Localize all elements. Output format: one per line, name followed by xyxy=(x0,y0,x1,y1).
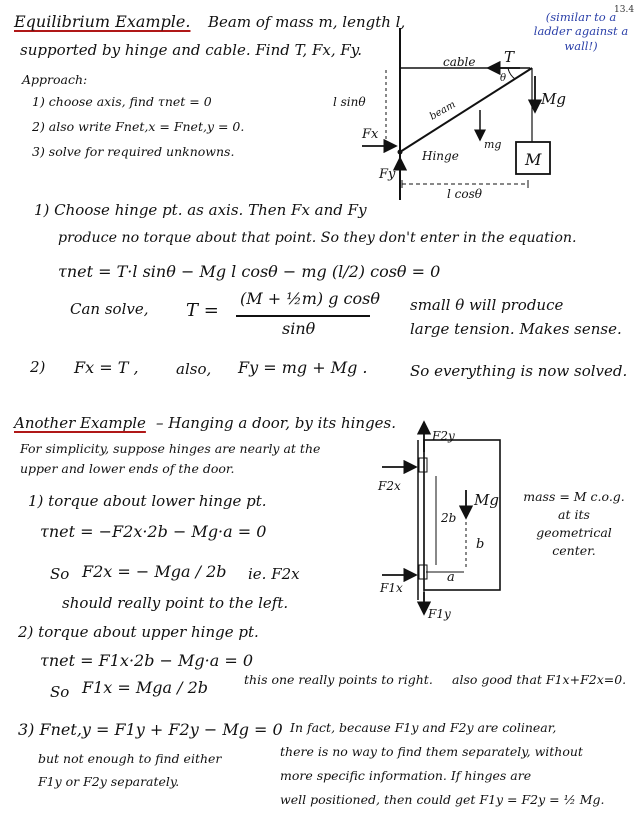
s2-fact-line4: well positioned, then could get F1y = F2y = ½ Mg. xyxy=(280,792,605,807)
Fy-label: Fy xyxy=(379,167,396,182)
remark-line2: large tension. Makes sense. xyxy=(410,320,622,338)
Fx-label: Fx xyxy=(362,127,379,142)
b-label: b xyxy=(476,537,485,552)
s2-step3-eq: 3) Fnet,y = F1y + F2y − Mg = 0 xyxy=(18,720,283,739)
s1-step2-num: 2) xyxy=(30,358,46,376)
s1-step1-line2: produce no torque about that point. So they don't enter in the equation. xyxy=(58,230,577,246)
hinge-label: Hinge xyxy=(422,149,459,163)
approach-heading: Approach: xyxy=(22,72,88,87)
section1-intro-line1: Beam of mass m, length l, xyxy=(208,13,406,31)
beam-label: beam xyxy=(428,99,458,123)
page-number: 13.4 xyxy=(614,5,635,15)
twob-label: 2b xyxy=(441,511,457,525)
lower-hinge xyxy=(419,565,427,579)
s1-step2-also: also, xyxy=(176,360,212,378)
lsin-label: l sinθ xyxy=(333,95,366,109)
approach-step-2: 2) also write Fnet,x = Fnet,y = 0. xyxy=(32,119,245,134)
F2x-label: F2x xyxy=(378,479,401,493)
s1-step2-eq1: Fx = T , xyxy=(74,358,139,377)
s2-step2-note: this one really points to right. xyxy=(244,672,433,687)
s2-step2-title: 2) torque about upper hinge pt. xyxy=(18,623,259,641)
can-solve: Can solve, xyxy=(70,300,149,318)
s2-fact-line2: there is no way to find them separately, without xyxy=(280,744,583,759)
s2-step1-title: 1) torque about lower hinge pt. xyxy=(28,492,267,510)
theta-label: θ xyxy=(500,73,507,84)
s2-step2-good: also good that F1x+F2x=0. xyxy=(452,672,627,687)
F1x-label: F1x xyxy=(380,581,403,595)
T-lhs: T = xyxy=(186,300,219,321)
s1-step2-eq2: Fy = mg + Mg . xyxy=(238,358,368,377)
s1-step1-line1: 1) Choose hinge pt. as axis. Then Fx and Fy xyxy=(34,201,367,219)
F2y-label: F2y xyxy=(432,429,455,443)
lcos-label: l cosθ xyxy=(447,187,482,201)
M-label: M xyxy=(525,150,542,169)
side-note: (similar to a ladder against a wall!) xyxy=(533,10,629,53)
s2-step1-eq1: τnet = −F2x·2b − Mg·a = 0 xyxy=(40,522,267,541)
s2-fact-line3: more specific information. If hinges are xyxy=(280,768,532,783)
tension-label: T xyxy=(504,48,515,66)
Mg-label: Mg xyxy=(541,90,566,108)
cable-label: cable xyxy=(443,55,476,69)
s2-step1-eq2: F2x = − Mga / 2b xyxy=(82,562,227,581)
T-numerator: (M + ½m) g cosθ xyxy=(240,289,380,308)
door-rect xyxy=(424,440,500,590)
mg-label: mg xyxy=(484,138,502,151)
section2-intro-line1: – Hanging a door, by its hinges. xyxy=(156,414,397,432)
s2-step3-line2: but not enough to find either xyxy=(38,751,222,766)
remark-line1: small θ will produce xyxy=(410,296,564,314)
s2-step3-line3: F1y or F2y separately. xyxy=(38,774,180,789)
F1y-label: F1y xyxy=(428,607,451,621)
s2-fact-line1: In fact, because F1y and F2y are colinear, xyxy=(290,720,557,735)
s2-step2-eq2: F1x = Mga / 2b xyxy=(82,678,209,697)
s2-step1-ie: ie. F2x xyxy=(248,565,300,583)
mass-note: mass = M c.o.g. at its geometrical center. xyxy=(523,489,625,559)
s2-step2-so: So xyxy=(50,683,70,701)
approach-step-1: 1) choose axis, find τnet = 0 xyxy=(32,94,212,109)
section1-intro-line2: supported by hinge and cable. Find T, Fx, Fy. xyxy=(20,41,363,59)
section1-heading: Equilibrium Example. xyxy=(14,12,191,31)
door-Mg-label: Mg xyxy=(474,491,499,509)
approach-step-3: 3) solve for required unknowns. xyxy=(32,144,235,159)
T-denominator: sinθ xyxy=(282,319,316,338)
torque-equation: τnet = T·l sinθ − Mg l cosθ − mg (l/2) cosθ = 0 xyxy=(58,262,441,281)
s2-step1-so: So xyxy=(50,565,70,583)
upper-hinge xyxy=(419,458,427,472)
a-label: a xyxy=(447,570,455,585)
s1-step2-done: So everything is now solved. xyxy=(410,362,628,380)
section2-heading: Another Example xyxy=(14,414,146,432)
s2-step1-tail: should really point to the left. xyxy=(62,594,289,612)
section2-intro-line3: upper and lower ends of the door. xyxy=(20,461,235,476)
s2-step2-eq1: τnet = F1x·2b − Mg·a = 0 xyxy=(40,651,254,670)
section2-intro-line2: For simplicity, suppose hinges are nearly at the xyxy=(20,441,321,456)
